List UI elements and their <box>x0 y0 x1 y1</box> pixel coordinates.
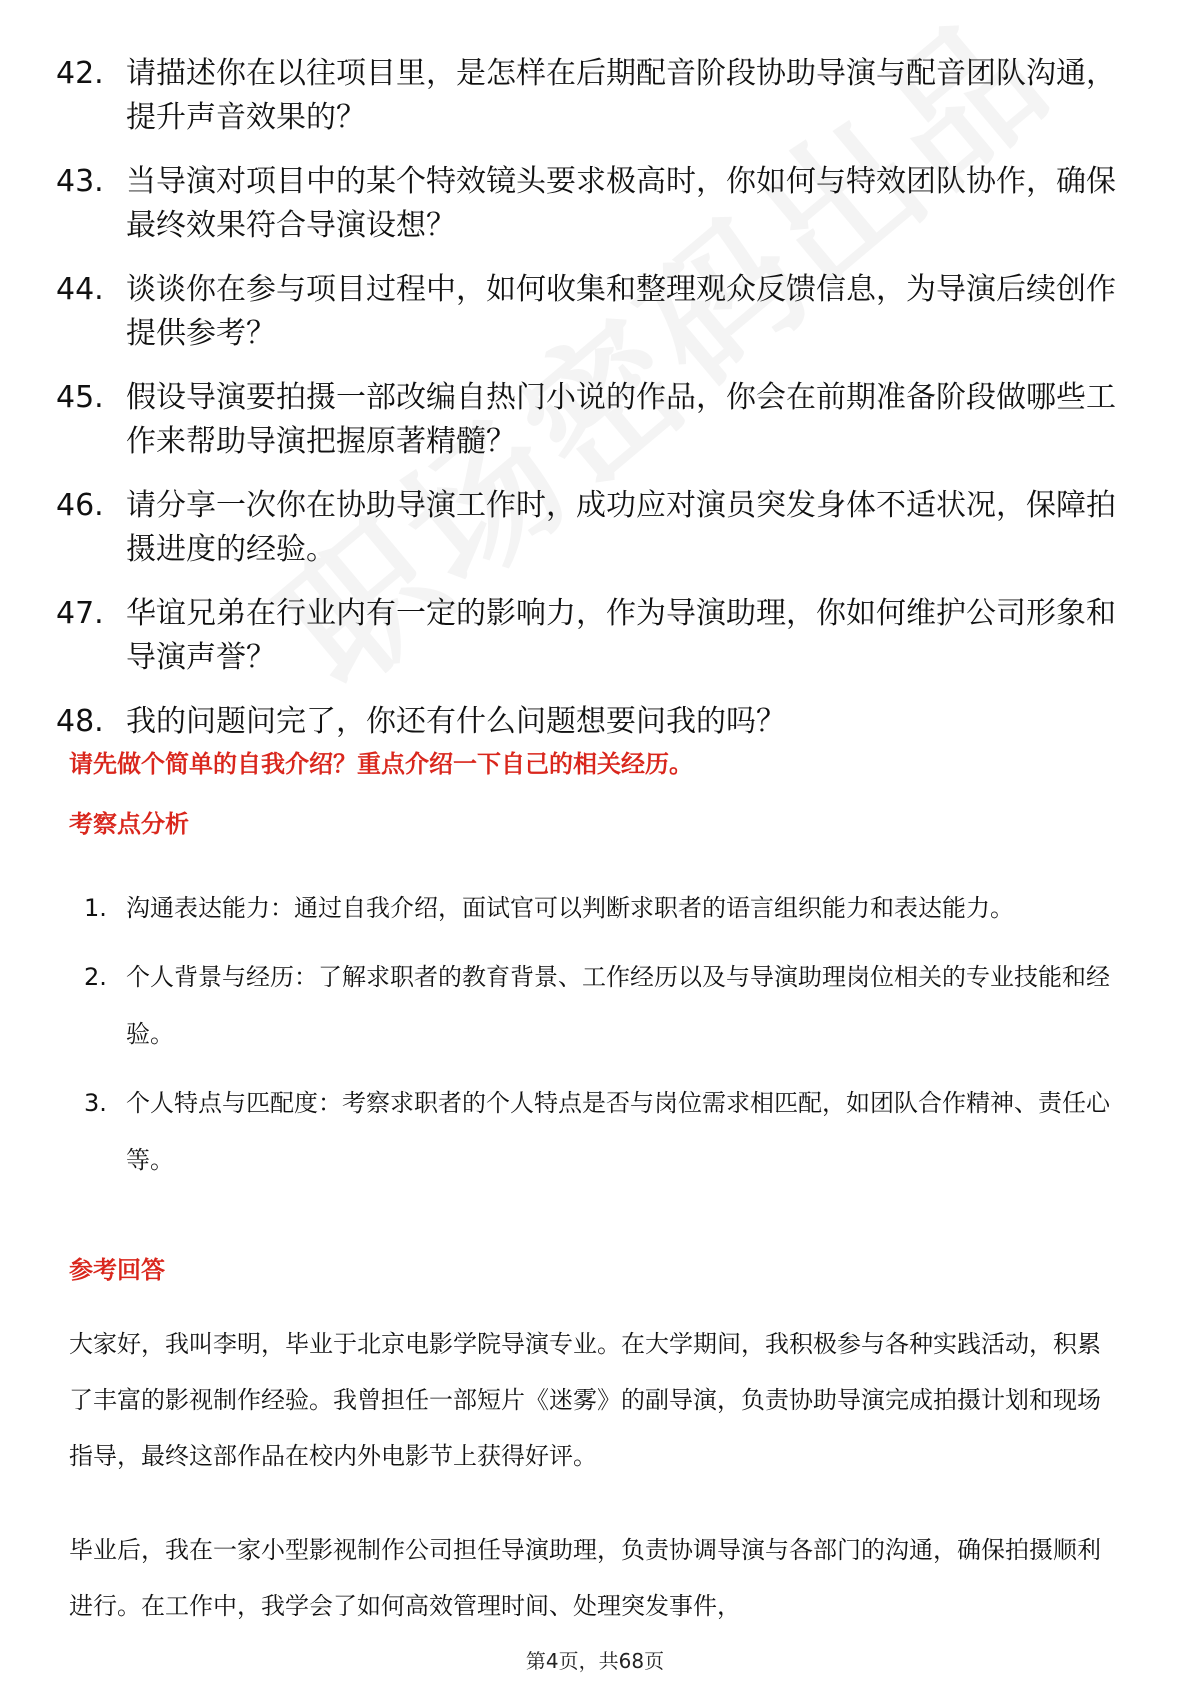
focus-question-heading: 请先做个简单的自我介绍？重点介绍一下自己的相关经历。 <box>69 750 693 778</box>
question-item <box>56 592 1136 680</box>
analysis-number: 2. <box>84 963 107 991</box>
question-item <box>56 52 1136 140</box>
analysis-item <box>84 1075 1114 1189</box>
analysis-text: 个人背景与经历：了解求职者的教育背景、工作经历以及与导演助理岗位相关的专业技能和经验。 <box>126 963 1110 1048</box>
reference-paragraph: 毕业后，我在一家小型影视制作公司担任导演助理，负责协调导演与各部门的沟通，确保拍摄顺利进行。在工作中，我学会了如何高效管理时间、处理突发事件， <box>69 1536 1101 1620</box>
question-number: 45. <box>56 380 104 415</box>
question-text: 当导演对项目中的某个特效镜头要求极高时，你如何与特效团队协作，确保最终效果符合导演设想？ <box>126 164 1116 243</box>
question-item <box>56 484 1136 572</box>
analysis-list <box>84 880 1114 1201</box>
reference-heading: 参考回答 <box>69 1256 165 1284</box>
reference-paragraph: 大家好，我叫李明，毕业于北京电影学院导演专业。在大学期间，我积极参与各种实践活动，积累了丰富的影视制作经验。我曾担任一部短片《迷雾》的副导演，负责协助导演完成拍摄计划和现场指导，最终这部作品在校内外电影节上获得好评。 <box>69 1330 1101 1470</box>
question-number: 47. <box>56 596 104 631</box>
analysis-number: 1. <box>84 894 107 922</box>
analysis-text: 沟通表达能力：通过自我介绍，面试官可以判断求职者的语言组织能力和表达能力。 <box>126 894 1014 922</box>
page-footer: 第4页，共68页 <box>525 1649 665 1673</box>
analysis-text: 个人特点与匹配度：考察求职者的个人特点是否与岗位需求相匹配，如团队合作精神、责任心等。 <box>126 1089 1110 1174</box>
analysis-heading: 考察点分析 <box>69 810 189 838</box>
question-text: 华谊兄弟在行业内有一定的影响力，作为导演助理，你如何维护公司形象和导演声誉？ <box>126 596 1116 675</box>
question-item <box>56 700 1136 744</box>
question-number: 43. <box>56 164 104 199</box>
question-text: 请描述你在以往项目里，是怎样在后期配音阶段协助导演与配音团队沟通，提升声音效果的？ <box>126 56 1116 135</box>
question-number: 42. <box>56 56 104 91</box>
question-text: 假设导演要拍摄一部改编自热门小说的作品，你会在前期准备阶段做哪些工作来帮助导演把握原著精髓？ <box>126 380 1116 459</box>
question-item <box>56 160 1136 248</box>
question-text: 我的问题问完了，你还有什么问题想要问我的吗？ <box>126 704 786 739</box>
question-list <box>56 52 1136 764</box>
analysis-item <box>84 949 1114 1063</box>
question-item <box>56 268 1136 356</box>
question-item <box>56 376 1136 464</box>
analysis-item <box>84 880 1114 937</box>
question-number: 46. <box>56 488 104 523</box>
analysis-number: 3. <box>84 1089 107 1117</box>
question-number: 44. <box>56 272 104 307</box>
question-text: 请分享一次你在协助导演工作时，成功应对演员突发身体不适状况，保障拍摄进度的经验。 <box>126 488 1116 567</box>
question-text: 谈谈你在参与项目过程中，如何收集和整理观众反馈信息，为导演后续创作提供参考？ <box>126 272 1116 351</box>
question-number: 48. <box>56 704 104 739</box>
